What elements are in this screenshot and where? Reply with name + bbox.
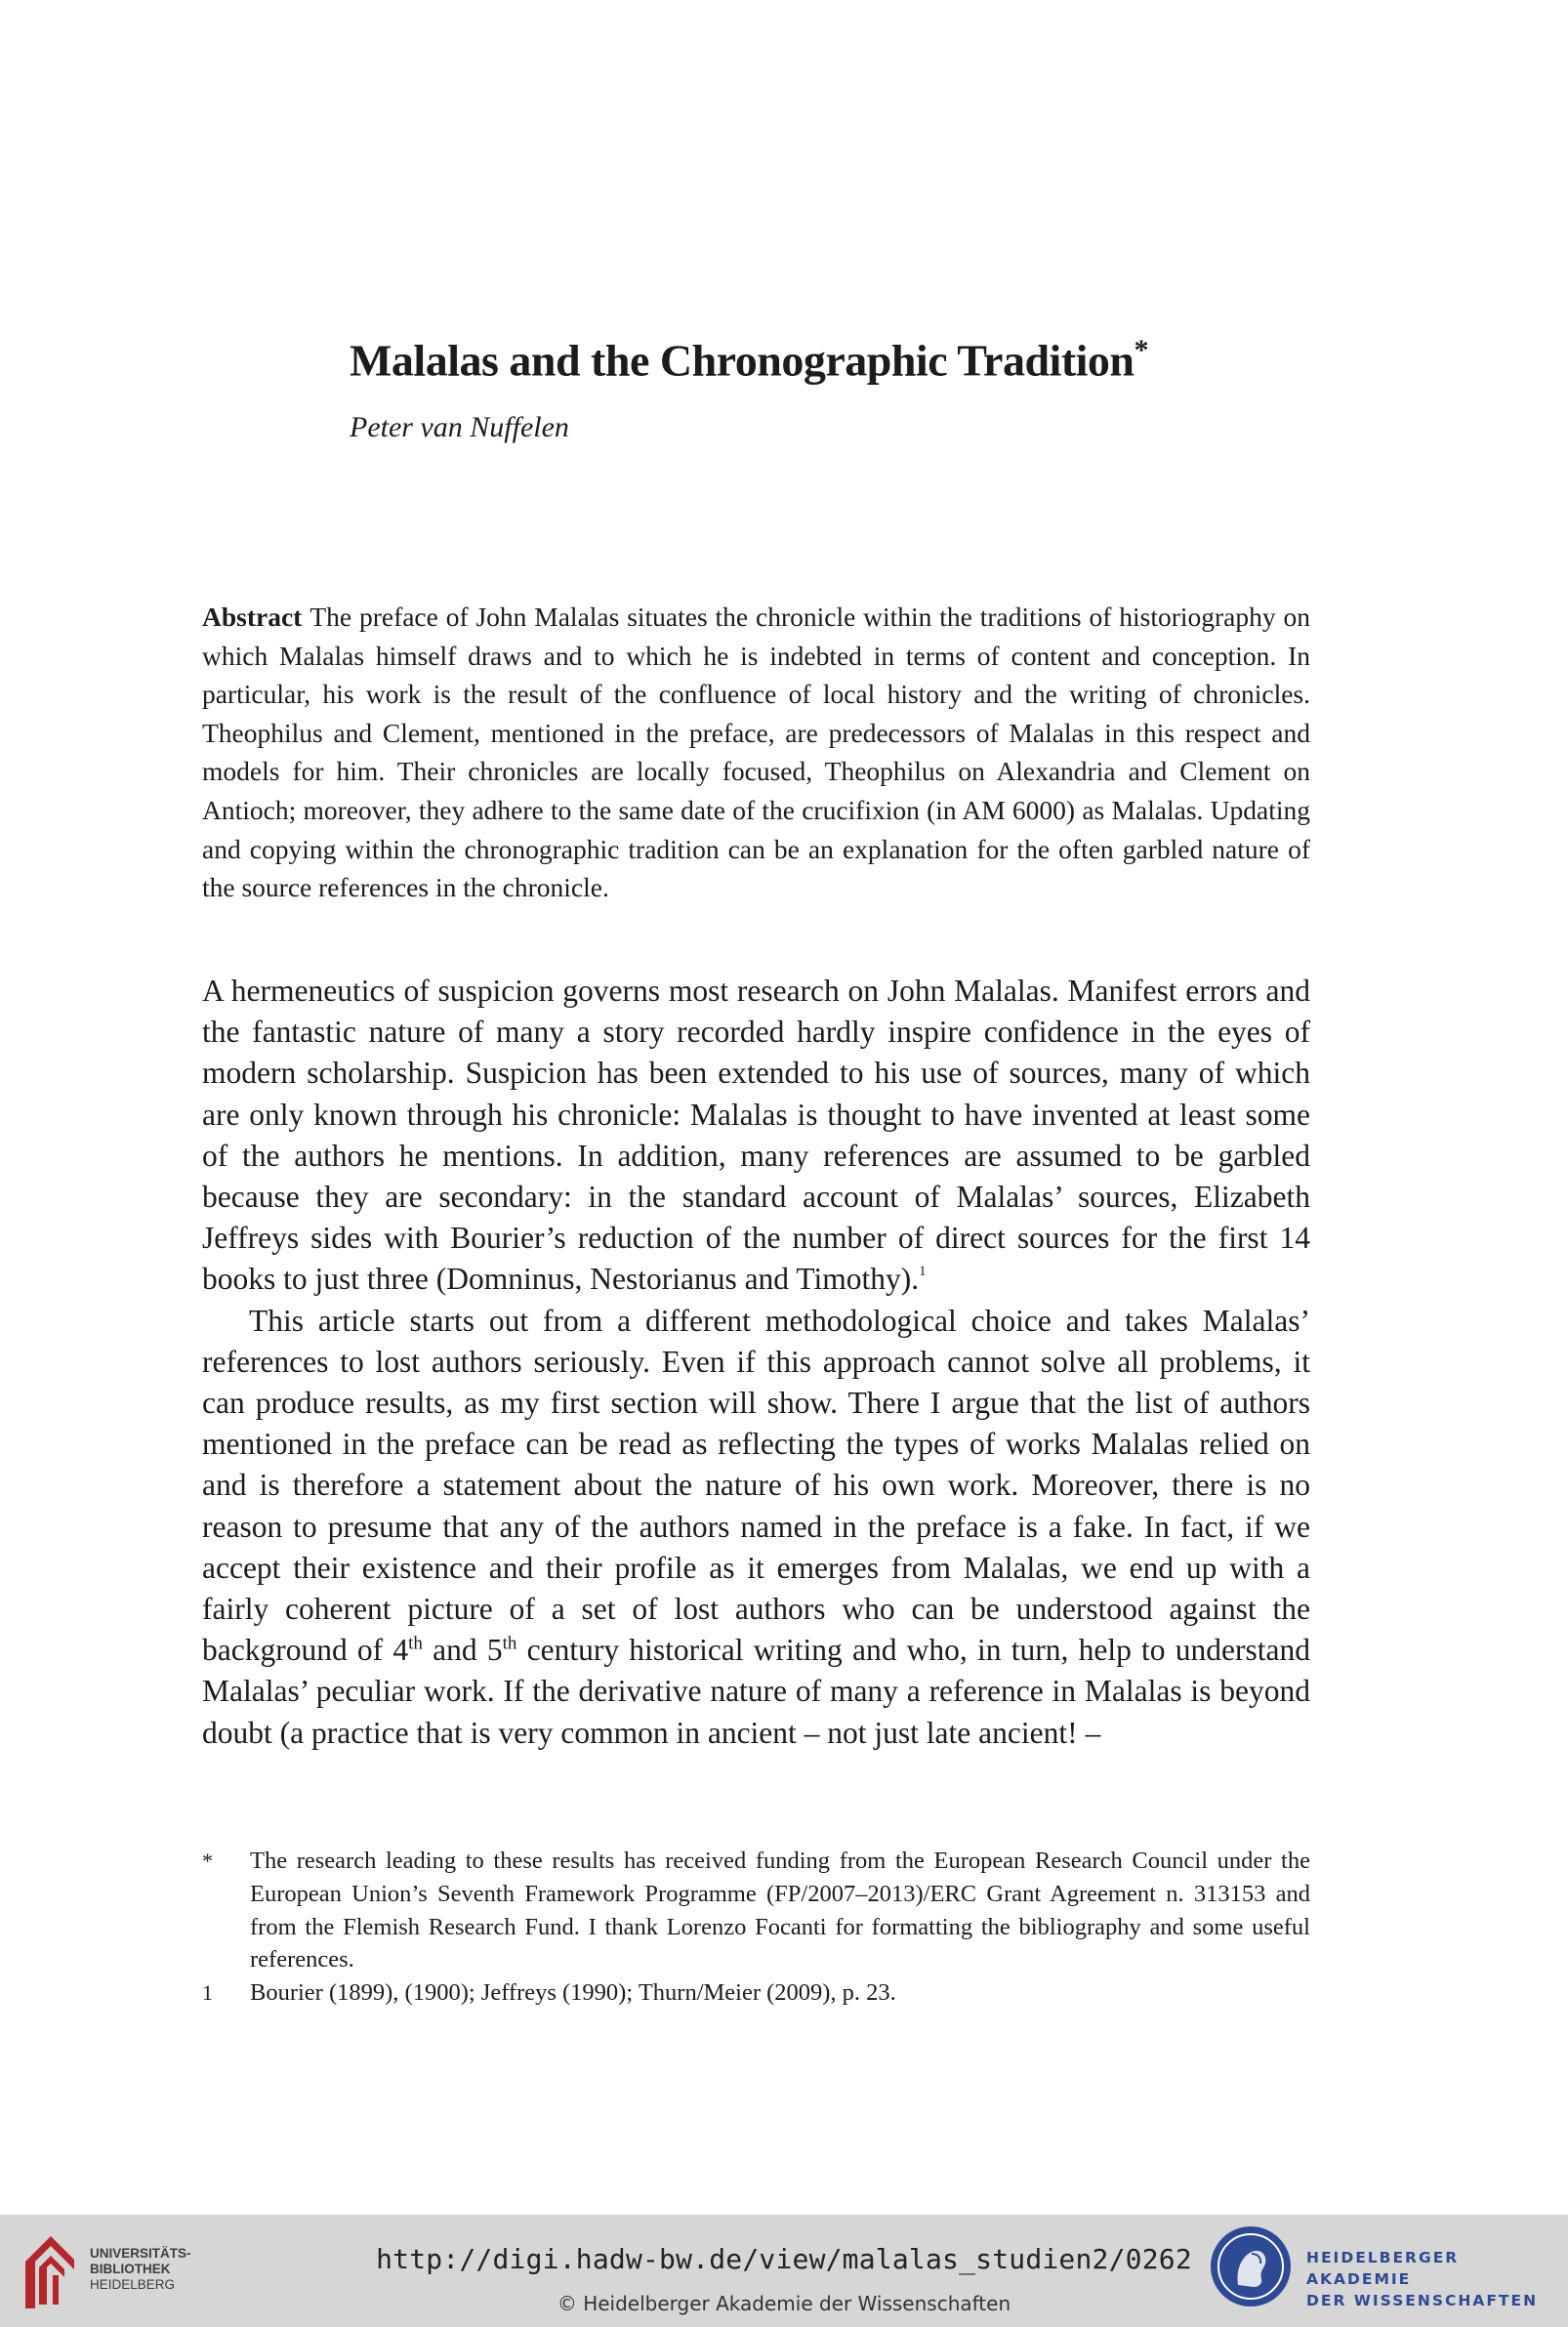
paragraph-2-text-a: This article starts out from a different methodological choice and takes Malalas’ references to lost authors seriously. Even if this approach cannot solve all problems, it can produce results, as my first section will show. There I argue that the list of authors mentioned in the preface can be read as reflecting the types of works Malalas relied on and is therefore a statement about the nature of his own work. Moreover, there is no reason to presume that any of the authors named in the preface is a fake. In fact, if we accept their existence and their profile as it emerges from Malalas, we end up with a fairly coherent picture of a set of lost authors who can be understood against the background of 4 xyxy=(202,1303,1310,1668)
footnote-mark: * xyxy=(202,1849,213,1873)
abstract xyxy=(202,598,1310,907)
abstract-text: The preface of John Malalas situates the chronicle within the traditions of historiography on which Malalas himself draws and to which he is indebted in terms of content and conception. In particular, his work is the result of the confluence of local history and the writing of chronicles. Theophilus and Clement, mentioned in the preface, are predecessors of Malalas in this respect and models for him. Their chronicles are locally focused, Theophilus on Alexandria and Clement on Antioch; moreover, they adhere to the same date of the crucifixion (in AM 6000) as Malalas. Updating and copying within the chronographic tradition can be an explanation for the often garbled nature of the source references in the chronicle. xyxy=(202,602,1310,903)
footnotes xyxy=(202,1845,1310,2010)
abstract-label: Abstract xyxy=(202,602,303,632)
article-body xyxy=(202,971,1310,1754)
source-url-link[interactable]: http://digi.hadw-bw.de/view/malalas_studien2/0262 xyxy=(376,2243,1192,2275)
paragraph-1 xyxy=(202,971,1310,1301)
library-name-line: HEIDELBERG xyxy=(90,2277,176,2292)
copyright-notice: © Heidelberger Akademie der Wissenschaften xyxy=(557,2292,1011,2315)
ordinal-suffix: th xyxy=(408,1633,423,1654)
footnote-text: Bourier (1899), (1900); Jeffreys (1990); Thurn/Meier (2009), p. 23. xyxy=(250,1979,896,2007)
footnote-text: The research leading to these results has received funding from the European Research Council under the European Union’s Seventh Framework Programme (FP/2007–2013)/ERC Grant Agreement n. 313153 and from the Flemish Research Fund. I thank Lorenzo Focanti for formatting the bibliography and some useful references. xyxy=(250,1848,1310,1974)
paragraph-2 xyxy=(202,1301,1310,1754)
article-author: Peter van Nuffelen xyxy=(350,411,569,443)
paragraph-2-text-b: and 5 xyxy=(422,1633,503,1668)
footnote-1 xyxy=(202,1976,1310,2010)
paragraph-1-text: A hermeneutics of suspicion governs most research on John Malalas. Manifest errors and the fantastic nature of many a story recorded hardly inspire confidence in the eyes of modern scholarship. Suspicion has been extended to his use of sources, many of which are only known through his chronicle: Malalas is thought to have invented at least some of the authors he mentions. In addition, many references are assumed to be garbled because they are secondary: in the standard account of Malalas’ sources, Elizabeth Jeffreys sides with Bourier’s reduction of the number of direct sources for the first 14 books to just three (Domninus, Nestorianus and Timothy). xyxy=(202,974,1310,1297)
footnote-mark: 1 xyxy=(202,1980,213,2006)
article-title xyxy=(350,334,1148,386)
academy-name-line: DER WISSENSCHAFTEN xyxy=(1306,2292,1539,2309)
title-footnote-marker[interactable]: * xyxy=(1134,334,1149,366)
ordinal-suffix: th xyxy=(502,1633,517,1654)
library-name-line: UNIVERSITÄTS- xyxy=(90,2246,191,2261)
library-name-line: BIBLIOTHEK xyxy=(90,2262,171,2276)
footnote-ref-1[interactable]: 1 xyxy=(919,1264,927,1280)
academy-name-line: HEIDELBERGER AKADEMIE xyxy=(1306,2249,1460,2288)
paragraph-2-text-c: century historical writing and who, in turn, help to understand Malalas’ peculiar work. If the derivative nature of many a reference in Malalas is beyond doubt (a practice that is very common in ancient – not just late ancient! – xyxy=(202,1633,1310,1750)
article-title-text: Malalas and the Chronographic Tradition xyxy=(350,335,1135,386)
academy-name xyxy=(1306,2247,1568,2311)
footnote-star xyxy=(202,1845,1310,1976)
academy-seal-logo[interactable] xyxy=(1209,2224,1293,2308)
